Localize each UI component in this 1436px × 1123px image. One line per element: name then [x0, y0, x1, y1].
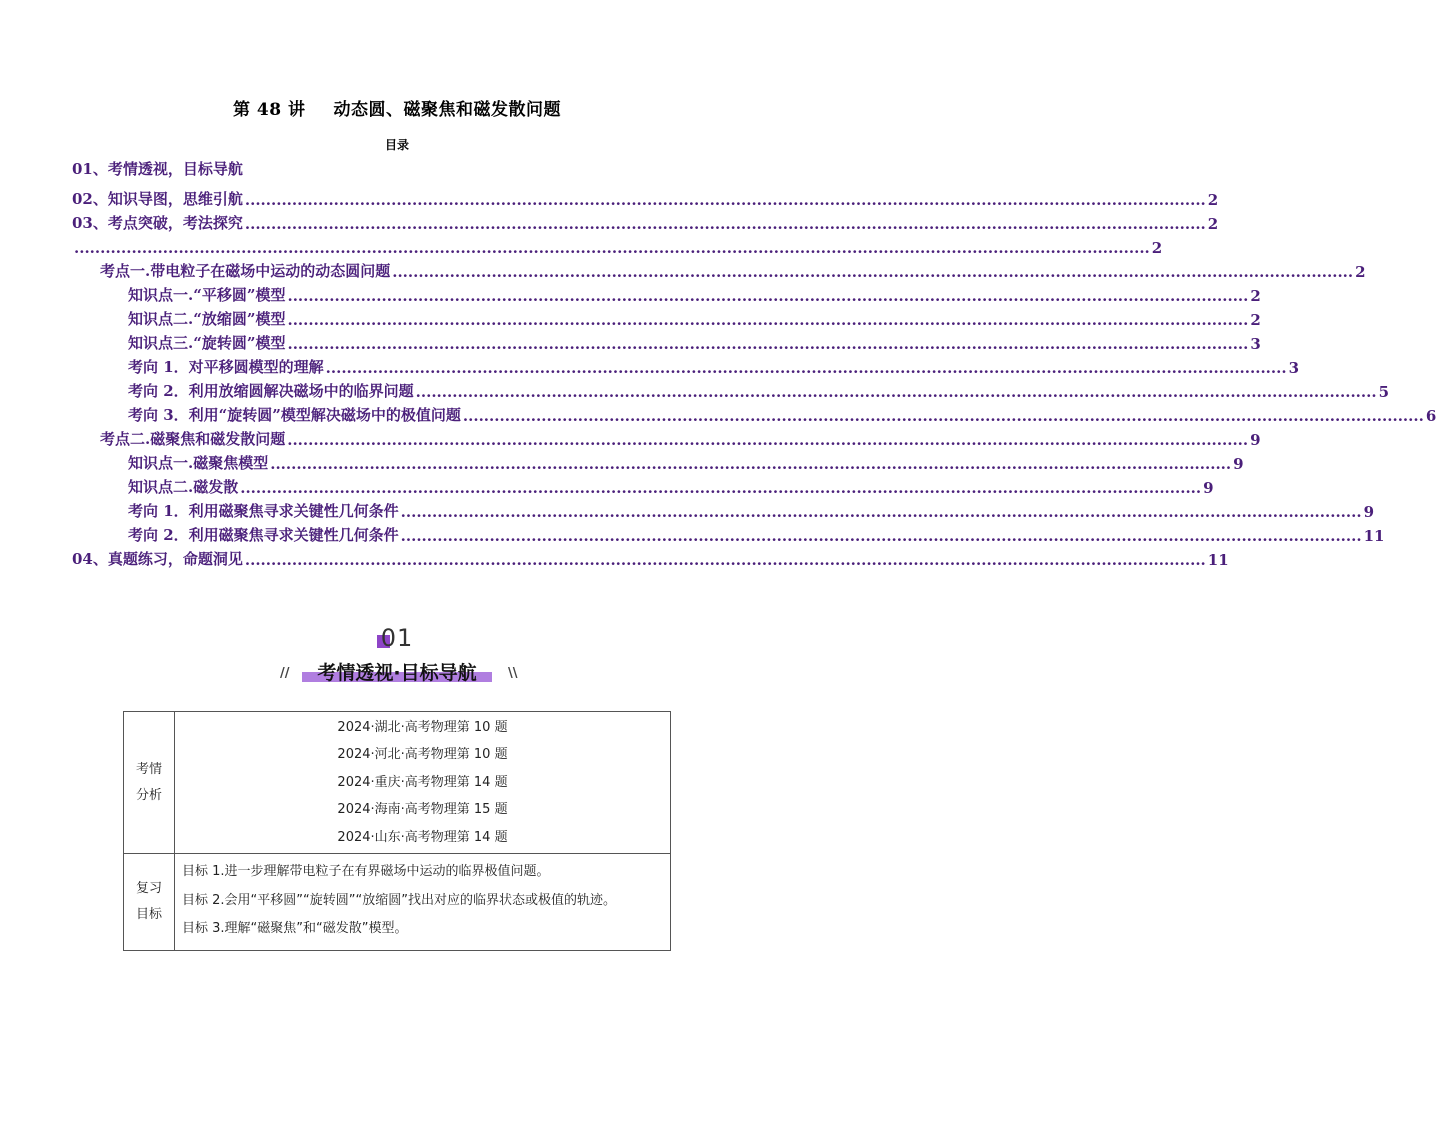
toc-entry-02[interactable]	[72, 185, 1219, 209]
toc-page-number: 2	[1250, 311, 1261, 329]
toc-leader-dots: ........................................................................................................................................................................................	[462, 407, 1424, 425]
toc-leader-dots: ........................................................................................................................................................................................	[244, 551, 1206, 569]
toc-entry-03[interactable]	[72, 209, 1219, 233]
toc-entry-label: 考向 2．利用放缩圆解决磁场中的临界问题	[128, 382, 414, 400]
toc-page-number: 2	[1207, 191, 1219, 209]
toc-entry-label: 知识点一.磁聚焦模型	[128, 454, 269, 472]
toc-page-number: 9	[1363, 503, 1374, 521]
toc-entry-label: 知识点三.“旋转圆”模型	[128, 334, 286, 352]
banner-slash-left: //	[280, 666, 290, 681]
exam-item: 2024·重庆·高考物理第 14 题	[337, 774, 508, 790]
exam-item: 2024·河北·高考物理第 10 题	[337, 747, 508, 763]
toc-page-number: 3	[1250, 335, 1261, 353]
toc-entry-kaodian-1[interactable]	[72, 257, 1366, 281]
toc-page-number: 3	[1288, 359, 1299, 377]
toc-leader-dots: ........................................................................................................................................................................................	[287, 311, 1249, 329]
toc-leader-dots: ........................................................................................................................................................................................	[240, 479, 1202, 497]
toc-entry-zhishi-2[interactable]	[72, 305, 1261, 329]
toc-entry-label: 02、知识导图，思维引航	[72, 190, 243, 208]
banner-slash-right: \\	[508, 666, 518, 681]
toc-entry-04[interactable]	[72, 545, 1229, 569]
exam-analysis-table	[123, 711, 671, 951]
toc-page-number: 6	[1425, 407, 1436, 425]
toc-entry-kaoxiang-3[interactable]	[72, 401, 1436, 425]
toc-entry-label: 知识点一.“平移圆”模型	[128, 286, 286, 304]
toc-entry-label: 考点二.磁聚焦和磁发散问题	[100, 430, 286, 448]
banner-title: 考情透视·目标导航	[317, 662, 477, 684]
toc-leader-dots: ........................................................................................................................................................................................	[325, 359, 1287, 377]
goal-item: 目标 1.进一步理解带电粒子在有界磁场中运动的临界极值问题。	[182, 864, 550, 880]
toc-page-number: 2	[1207, 215, 1219, 233]
exam-item: 2024·海南·高考物理第 15 题	[337, 802, 508, 818]
toc-leader-dots: ........................................................................................................................................................................................	[287, 335, 1249, 353]
toc-entry-label: 考向 1．对平移圆模型的理解	[128, 358, 324, 376]
title-lecture-number: 第 48 讲	[233, 100, 306, 120]
exam-item: 2024·山东·高考物理第 14 题	[337, 829, 508, 845]
goal-item: 目标 3.理解“磁聚焦”和“磁发散”模型。	[182, 921, 408, 937]
toc-entry-label: 知识点二.磁发散	[128, 478, 239, 496]
table-row-header: 复习 目标	[124, 854, 175, 951]
toc-leader-dots: ........................................................................................................................................................................................	[287, 431, 1249, 449]
toc-leader-dots: ........................................................................................................................................................................................	[415, 383, 1377, 401]
toc-entry-label: 03、考点突破，考法探究	[72, 214, 243, 232]
table-of-contents	[72, 152, 1436, 569]
toc-entry-kaoxiang-1[interactable]	[72, 353, 1299, 377]
toc-leader-dots: ........................................................................................................................................................................................	[287, 287, 1249, 305]
toc-entry-label: 考点一.带电粒子在磁场中运动的动态圆问题	[100, 262, 391, 280]
toc-page-number: 2	[1250, 287, 1261, 305]
toc-entry-kaoxiang-4[interactable]	[72, 497, 1374, 521]
toc-page-number: 11	[1207, 551, 1229, 569]
table-row	[124, 712, 671, 854]
section-number: 01	[380, 624, 414, 652]
toc-entry-zhishi-5[interactable]	[72, 473, 1214, 497]
toc-leader-dots: ........................................................................................................................................................................................	[270, 455, 1232, 473]
toc-leader-dots: ........................................................................................................................................................................................	[392, 263, 1354, 281]
toc-entry-kaodian-2[interactable]	[72, 425, 1261, 449]
toc-entry-label: 考向 3．利用“旋转圆”模型解决磁场中的极值问题	[128, 406, 461, 424]
goal-item: 目标 2.会用“平移圆”“旋转圆”“放缩圆”找出对应的临界状态或极值的轨迹。	[182, 892, 616, 908]
toc-entry-kaoxiang-5[interactable]	[72, 521, 1385, 545]
toc-page-number: 11	[1363, 527, 1385, 545]
toc-entry-zhishi-1[interactable]	[72, 281, 1261, 305]
toc-entry-label: 考向 2．利用磁聚焦寻求关键性几何条件	[128, 526, 399, 544]
toc-leader-dots: ........................................................................................................................................................................................	[400, 503, 1362, 521]
title-topic: 动态圆、磁聚焦和磁发散问题	[333, 100, 561, 120]
table-row-header: 考情 分析	[124, 712, 175, 854]
toc-leader-dots: ........................................................................................................................................................................................	[244, 215, 1206, 233]
section-banner	[288, 658, 506, 684]
exam-item: 2024·湖北·高考物理第 10 题	[337, 720, 508, 735]
toc-entry-kaoxiang-2[interactable]	[72, 377, 1389, 401]
toc-entry-blank[interactable]	[72, 233, 1163, 257]
toc-entry-label: 01、考情透视，目标导航	[72, 160, 243, 178]
toc-leader-dots: ........................................................................................................................................................................................	[244, 191, 1206, 209]
toc-entry-01[interactable]	[72, 152, 724, 185]
toc-leader-dots: ........................................................................................................................................................................................	[400, 527, 1362, 545]
toc-page-number: 2	[1151, 239, 1163, 257]
exam-list-cell	[175, 712, 671, 854]
toc-page-number: 9	[1250, 431, 1261, 449]
goals-cell	[175, 854, 671, 951]
toc-page-number: 2	[1355, 263, 1366, 281]
toc-entry-label: 知识点二.“放缩圆”模型	[128, 310, 286, 328]
toc-entry-zhishi-4[interactable]	[72, 449, 1244, 473]
toc-page-number: 9	[1233, 455, 1244, 473]
toc-leader-dots: ..............................................................................................................................................................................................................	[74, 239, 1150, 257]
toc-page-number: 5	[1378, 383, 1389, 401]
toc-heading: 目录	[384, 138, 409, 152]
toc-page-number: 9	[1203, 479, 1214, 497]
document-title	[0, 95, 794, 120]
toc-entry-label: 04、真题练习，命题洞见	[72, 550, 243, 568]
toc-entry-zhishi-3[interactable]	[72, 329, 1261, 353]
toc-entry-label: 考向 1．利用磁聚焦寻求关键性几何条件	[128, 502, 399, 520]
table-row	[124, 854, 671, 951]
